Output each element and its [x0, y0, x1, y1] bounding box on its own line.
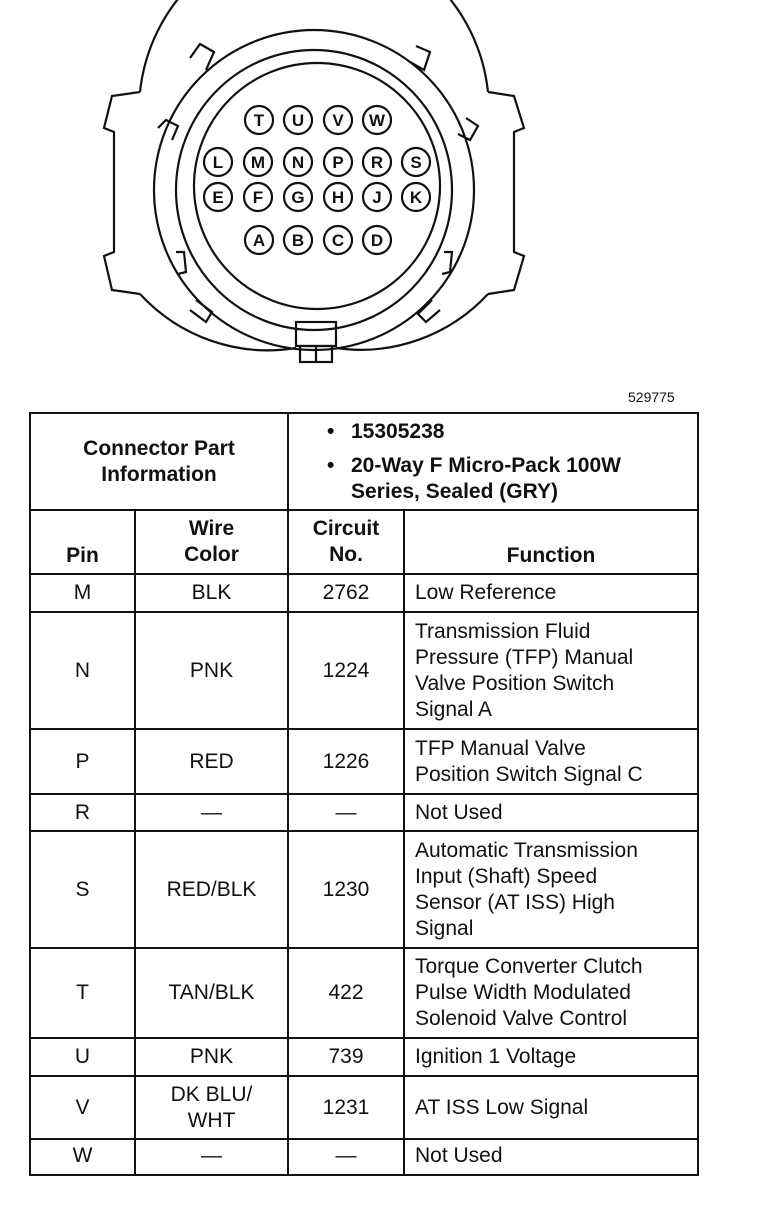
- bullet-icon: •: [327, 420, 335, 443]
- bullet-icon: •: [327, 454, 335, 477]
- pin-u: [284, 106, 312, 134]
- header-function: [405, 511, 697, 573]
- pin-p: [324, 148, 352, 176]
- color-text: PNK: [189, 1045, 234, 1068]
- color-text: BLK: [191, 581, 232, 604]
- pin-label: K: [409, 188, 423, 207]
- pin-label: P: [332, 153, 344, 172]
- row-p-pin: [31, 730, 134, 793]
- part-description-line2: Series, Sealed (GRY): [351, 480, 558, 503]
- pin-label: H: [331, 188, 345, 207]
- part-info-label: [31, 414, 287, 509]
- pin-text: P: [75, 749, 90, 773]
- function-text: Ignition 1 Voltage: [415, 1045, 577, 1068]
- row-r-circuit: [289, 795, 403, 830]
- row-p-color: [136, 730, 287, 793]
- pin-text: U: [74, 1045, 91, 1068]
- color-text: —: [201, 1144, 222, 1167]
- function-text: Not Used: [415, 800, 503, 824]
- function-text: Torque Converter Clutch Pulse Width Modulated Solenoid Valve Control: [415, 955, 643, 1030]
- row-w-circuit: [289, 1140, 403, 1172]
- pin-label: E: [212, 188, 224, 207]
- pin-m: [244, 148, 272, 176]
- pin-g: [284, 183, 312, 211]
- pin-array: [204, 106, 430, 254]
- row-t-circuit: [289, 949, 403, 1037]
- header-circuit-line1: Circuit: [312, 517, 380, 540]
- connector-latch: [296, 322, 336, 346]
- circuit-text: 2762: [322, 581, 370, 604]
- row-s-color: [136, 832, 287, 947]
- pin-b: [284, 226, 312, 254]
- row-n-function: [405, 613, 697, 728]
- function-text: Not Used: [415, 1144, 503, 1167]
- pin-label: F: [252, 188, 264, 207]
- function-text: Transmission Fluid Pressure (TFP) Manual Valve Position Switch Signal A: [415, 619, 634, 721]
- pin-text: M: [73, 581, 92, 604]
- pin-a: [245, 226, 273, 254]
- color-text: TAN/BLK: [168, 981, 255, 1004]
- row-p-function: [405, 730, 697, 793]
- row-w-pin: [31, 1140, 134, 1172]
- circuit-text: 739: [328, 1045, 364, 1068]
- row-t-function: [405, 949, 697, 1037]
- pin-label: C: [331, 231, 345, 250]
- pinout-table: [29, 412, 699, 1176]
- pin-label: U: [291, 111, 305, 130]
- row-v-color: [136, 1077, 287, 1138]
- pin-f: [244, 183, 272, 211]
- color-text: RED: [189, 749, 234, 773]
- row-u-circuit: [289, 1039, 403, 1075]
- color-text: —: [201, 800, 222, 824]
- header-function-text: Function: [506, 544, 596, 567]
- color-text: RED/BLK: [166, 877, 257, 901]
- row-w-function: [405, 1140, 697, 1172]
- row-n-color: [136, 613, 287, 728]
- function-text: Low Reference: [415, 581, 557, 604]
- part-description-line1: 20-Way F Micro-Pack 100W: [351, 454, 621, 477]
- pin-e: [204, 183, 232, 211]
- circuit-text: —: [335, 1144, 357, 1167]
- pin-k: [402, 183, 430, 211]
- pin-text: R: [74, 800, 91, 824]
- row-u-pin: [31, 1039, 134, 1075]
- pin-j: [363, 183, 391, 211]
- pin-d: [363, 226, 391, 254]
- circuit-text: 422: [328, 981, 364, 1004]
- row-m-circuit: [289, 575, 403, 611]
- pin-label: M: [250, 153, 266, 172]
- circuit-text: 1224: [322, 658, 370, 682]
- color-text: DK BLU/ WHT: [170, 1082, 253, 1132]
- connector-outer-shell: [140, 0, 488, 92]
- row-s-function: [405, 832, 697, 947]
- row-n-pin: [31, 613, 134, 728]
- header-pin: [31, 511, 134, 573]
- pin-label: V: [332, 111, 344, 130]
- row-u-function: [405, 1039, 697, 1075]
- header-wire-line2: Color: [184, 543, 239, 566]
- circuit-text: 1230: [322, 877, 370, 901]
- row-m-function: [405, 575, 697, 611]
- circuit-text: 1231: [322, 1095, 370, 1119]
- row-s-circuit: [289, 832, 403, 947]
- part-number-value: 15305238: [351, 420, 445, 443]
- row-m-color: [136, 575, 287, 611]
- header-circuit-line2: No.: [329, 543, 363, 566]
- pin-n: [284, 148, 312, 176]
- pin-text: N: [74, 658, 91, 682]
- connector-face-diagram: [0, 0, 768, 380]
- pin-w: [363, 106, 391, 134]
- pin-h: [324, 183, 352, 211]
- pin-label: N: [291, 153, 305, 172]
- pin-label: B: [291, 231, 305, 250]
- part-info-label-line1: Connector Part: [83, 436, 235, 460]
- row-u-color: [136, 1039, 287, 1075]
- color-text: PNK: [189, 658, 234, 682]
- pin-label: T: [253, 111, 265, 130]
- row-v-circuit: [289, 1077, 403, 1138]
- header-wire-line1: Wire: [188, 517, 235, 540]
- row-m-pin: [31, 575, 134, 611]
- row-p-circuit: [289, 730, 403, 793]
- row-r-color: [136, 795, 287, 830]
- pin-v: [324, 106, 352, 134]
- pin-label: D: [370, 231, 384, 250]
- row-r-pin: [31, 795, 134, 830]
- pin-r: [363, 148, 391, 176]
- header-pin-text: Pin: [66, 544, 99, 567]
- row-t-color: [136, 949, 287, 1037]
- row-t-pin: [31, 949, 134, 1037]
- pin-label: W: [368, 111, 386, 130]
- row-v-pin: [31, 1077, 134, 1138]
- pin-label: J: [372, 188, 382, 207]
- function-text: TFP Manual Valve Position Switch Signal C: [415, 736, 643, 786]
- row-v-function: [405, 1077, 697, 1138]
- circuit-text: 1226: [322, 749, 370, 773]
- pin-label: L: [212, 153, 224, 172]
- pin-label: G: [291, 188, 305, 207]
- pin-label: A: [252, 231, 266, 250]
- pin-s: [402, 148, 430, 176]
- pin-text: V: [75, 1095, 90, 1119]
- part-info-label-line2: Information: [101, 462, 217, 486]
- pin-c: [324, 226, 352, 254]
- header-wire-color: [136, 511, 287, 573]
- row-w-color: [136, 1140, 287, 1172]
- function-text: Automatic Transmission Input (Shaft) Speed Sensor (AT ISS) High Signal: [415, 838, 638, 940]
- pin-text: T: [76, 981, 89, 1004]
- pin-label: R: [370, 153, 384, 172]
- pin-t: [245, 106, 273, 134]
- part-description: [327, 453, 621, 505]
- circuit-text: —: [335, 800, 357, 824]
- pin-text: S: [75, 877, 90, 901]
- function-text: AT ISS Low Signal: [415, 1095, 589, 1119]
- pin-label: S: [410, 153, 422, 172]
- header-circuit-no: [289, 511, 403, 573]
- pin-l: [204, 148, 232, 176]
- figure-id: 529775: [628, 389, 675, 405]
- row-s-pin: [31, 832, 134, 947]
- row-r-function: [405, 795, 697, 830]
- row-n-circuit: [289, 613, 403, 728]
- pin-text: W: [72, 1144, 93, 1167]
- part-number: [327, 419, 444, 445]
